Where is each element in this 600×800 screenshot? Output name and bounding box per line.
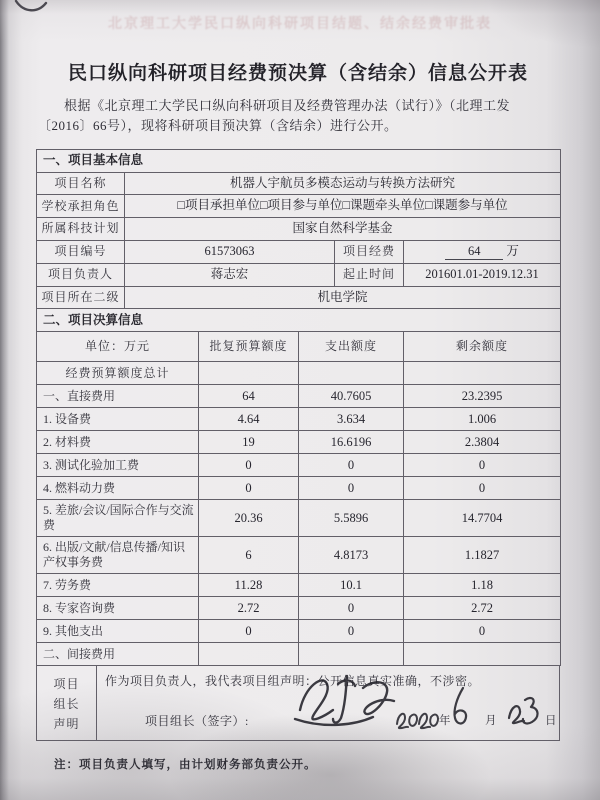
budget-row-label: 6. 出版/文献/信息传播/知识产权事务费 — [37, 537, 199, 574]
handwritten-year — [397, 714, 438, 728]
budget-remaining-cell: 2.3804 — [404, 431, 561, 454]
summary-remaining-cell — [404, 362, 561, 385]
budget-row — [37, 574, 561, 597]
budget-row-label: 3. 测试化验加工费 — [37, 454, 199, 477]
budget-header-row — [37, 332, 561, 362]
budget-remaining-cell: 23.2395 — [404, 385, 561, 408]
page-title: 民口纵向科研项目经费预决算（含结余）信息公开表 — [67, 63, 528, 84]
budget-remaining-cell: 0 — [404, 477, 561, 500]
program-label: 所属科技计划 — [37, 217, 125, 240]
declaration-statement: 作为项目负责人，我代表项目组声明：公开信息真实准确，不涉密。 — [105, 674, 481, 689]
declaration-label-line: 声明 — [53, 716, 80, 731]
program-value: 国家自然科学基金 — [125, 217, 561, 240]
budget-row — [37, 597, 561, 620]
funding-amount: 64 — [445, 244, 503, 261]
budget-table — [36, 308, 561, 666]
unit-label: 单位：万元 — [37, 332, 199, 362]
budget-remaining-cell: 2.72 — [404, 597, 561, 620]
school-role-checkbox-options: □项目承担单位□项目参与单位□课题牵头单位□课题参与单位 — [125, 195, 561, 218]
declaration-content — [97, 666, 559, 740]
summary-spent-cell — [299, 362, 404, 385]
budget-approved-cell: 6 — [199, 537, 299, 574]
department-label: 项目所在二级 — [37, 286, 125, 309]
bleedthrough-text: 北京理工大学民口纵向科研项目结题、结余经费审批表 — [108, 15, 492, 31]
budget-approved-cell: 19 — [199, 431, 299, 454]
declaration-label-line: 组长 — [53, 696, 80, 711]
project-no-value: 61573063 — [125, 240, 335, 264]
budget-row — [37, 537, 561, 574]
budget-row — [37, 477, 561, 500]
project-name-value: 机器人宇航员多模态运动与转换方法研究 — [125, 172, 561, 195]
budget-remaining-cell: 1.1827 — [404, 537, 561, 574]
budget-approved-cell: 0 — [199, 620, 299, 643]
declaration-label-line: 项目 — [53, 676, 80, 691]
budget-spent-cell: 0 — [299, 620, 404, 643]
budget-row — [37, 500, 561, 537]
intro-line-1: 根据《北京理工大学民口纵向科研项目及经费管理办法（试行）》（北理工发 — [64, 98, 511, 113]
year-char: 年 — [439, 715, 451, 728]
project-no-label: 项目编号 — [37, 240, 125, 264]
table-row — [37, 217, 561, 240]
summary-label: 经费预算额度总计 — [37, 362, 199, 385]
budget-remaining-cell: 0 — [404, 620, 561, 643]
budget-row — [37, 643, 561, 666]
declaration-label — [37, 666, 97, 740]
budget-spent-cell: 40.7605 — [299, 385, 404, 408]
budget-row-label: 5. 差旅/会议/国际合作与交流费 — [37, 500, 199, 537]
budget-remaining-cell: 14.7704 — [404, 500, 561, 537]
sign-here-label: 项目组长（签字）: — [145, 714, 249, 729]
table-row — [37, 150, 561, 173]
pi-label: 项目负责人 — [37, 264, 125, 287]
budget-spent-cell: 0 — [299, 477, 404, 500]
budget-row — [37, 408, 561, 431]
table-row — [37, 172, 561, 195]
document-body — [36, 58, 560, 772]
budget-row-label: 8. 专家咨询费 — [37, 597, 199, 620]
department-value: 机电学院 — [125, 286, 561, 309]
funding-unit: 万 — [506, 243, 519, 258]
project-name-label: 项目名称 — [37, 172, 125, 195]
month-char: 月 — [485, 715, 497, 728]
budget-spent-cell: 0 — [299, 597, 404, 620]
budget-row — [37, 454, 561, 477]
column-header-spent: 支出额度 — [299, 332, 404, 362]
intro-paragraph — [38, 96, 558, 136]
table-row — [37, 240, 561, 264]
table-row — [37, 309, 561, 332]
handwritten-month — [454, 688, 466, 724]
declaration-box — [36, 665, 560, 741]
budget-spent-cell: 10.1 — [299, 574, 404, 597]
budget-row — [37, 385, 561, 408]
column-header-approved: 批复预算额度 — [199, 332, 299, 362]
intro-line-2: 〔2016〕66号），现将科研项目预决算（含结余）进行公开。 — [38, 118, 398, 133]
footer-note: 注：项目负责人填写，由计划财务部负责公开。 — [54, 759, 317, 772]
summary-approved-cell — [199, 362, 299, 385]
budget-approved-cell: 2.72 — [199, 597, 299, 620]
table-row — [37, 286, 561, 309]
funding-value-cell — [404, 240, 561, 264]
budget-spent-cell: 3.634 — [299, 408, 404, 431]
budget-row-label: 1. 设备费 — [37, 408, 199, 431]
basic-info-section-title: 一、项目基本信息 — [37, 150, 561, 173]
budget-remaining-cell — [404, 643, 561, 666]
budget-row-label: 4. 燃料动力费 — [37, 477, 199, 500]
budget-approved-cell — [199, 643, 299, 666]
pi-name-value: 蒋志宏 — [125, 264, 335, 287]
budget-row-label: 一、直接费用 — [37, 385, 199, 408]
budget-approved-cell: 20.36 — [199, 500, 299, 537]
budget-row — [37, 431, 561, 454]
school-role-label: 学校承担角色 — [37, 195, 125, 218]
budget-spent-cell: 0 — [299, 454, 404, 477]
budget-row-label: 2. 材料费 — [37, 431, 199, 454]
handwritten-day — [509, 698, 538, 723]
budget-row-label: 7. 劳务费 — [37, 574, 199, 597]
period-value: 201601.01-2019.12.31 — [404, 264, 561, 287]
period-label: 起止时间 — [335, 264, 404, 287]
budget-row-label: 二、间接费用 — [37, 643, 199, 666]
budget-spent-cell: 4.8173 — [299, 537, 404, 574]
table-row — [37, 264, 561, 287]
basic-info-table — [36, 149, 561, 309]
budget-remaining-cell: 1.006 — [404, 408, 561, 431]
column-header-remaining: 剩余额度 — [404, 332, 561, 362]
budget-approved-cell: 0 — [199, 454, 299, 477]
budget-row — [37, 620, 561, 643]
budget-remaining-cell: 0 — [404, 454, 561, 477]
budget-row-label: 9. 其他支出 — [37, 620, 199, 643]
budget-spent-cell: 16.6196 — [299, 431, 404, 454]
table-row — [37, 195, 561, 218]
budget-remaining-cell: 1.18 — [404, 574, 561, 597]
budget-approved-cell: 4.64 — [199, 408, 299, 431]
budget-section-title: 二、项目决算信息 — [37, 309, 561, 332]
day-char: 日 — [545, 715, 557, 728]
budget-spent-cell: 5.5896 — [299, 500, 404, 537]
budget-spent-cell — [299, 643, 404, 666]
budget-approved-cell: 0 — [199, 477, 299, 500]
funding-label: 项目经费 — [335, 240, 404, 264]
budget-approved-cell: 11.28 — [199, 574, 299, 597]
budget-approved-cell: 64 — [199, 385, 299, 408]
budget-summary-row — [37, 362, 561, 385]
